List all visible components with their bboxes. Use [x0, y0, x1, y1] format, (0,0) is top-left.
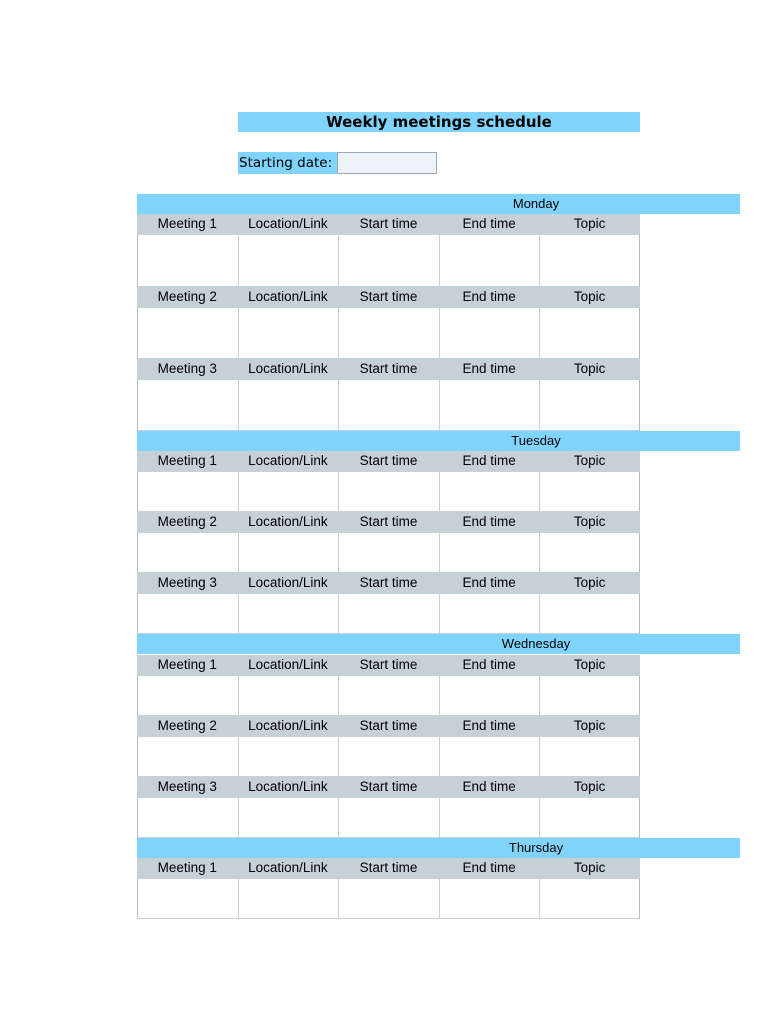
column-end-time: End time: [462, 575, 516, 590]
location-cell[interactable]: [238, 532, 339, 573]
meeting-entry-row: [137, 593, 640, 634]
column-end-time: End time: [462, 361, 516, 376]
meeting-header-row: [137, 655, 640, 675]
meeting-entry-row: [137, 878, 640, 919]
meeting-entry-row: [137, 532, 640, 573]
meeting-header-row: [137, 287, 640, 307]
meeting-cell[interactable]: [137, 471, 238, 512]
location-cell[interactable]: [238, 471, 339, 512]
meeting-entry-row: [137, 797, 640, 838]
location-cell[interactable]: [238, 307, 339, 359]
end-time-cell[interactable]: [439, 379, 540, 431]
column-location-link: Location/Link: [248, 453, 328, 468]
meeting-cell[interactable]: [137, 379, 238, 431]
start-time-cell[interactable]: [338, 307, 439, 359]
topic-cell[interactable]: [539, 593, 640, 634]
meeting-header-row: [137, 512, 640, 532]
column-topic: Topic: [573, 779, 606, 794]
day-name: Wednesday: [501, 636, 571, 651]
topic-cell[interactable]: [539, 379, 640, 431]
column-end-time: End time: [462, 657, 516, 672]
meeting-entry-row: [137, 471, 640, 512]
column-topic: Topic: [573, 289, 606, 304]
column-location-link: Location/Link: [248, 289, 328, 304]
column-location-link: Location/Link: [248, 575, 328, 590]
meeting-label: Meeting 3: [157, 779, 217, 794]
column-end-time: End time: [462, 453, 516, 468]
column-topic: Topic: [573, 361, 606, 376]
topic-cell[interactable]: [539, 471, 640, 512]
start-time-cell[interactable]: [338, 471, 439, 512]
column-location-link: Location/Link: [248, 718, 328, 733]
topic-cell[interactable]: [539, 878, 640, 919]
meeting-cell[interactable]: [137, 736, 238, 777]
meeting-label: Meeting 2: [157, 289, 217, 304]
column-start-time: Start time: [359, 860, 418, 875]
location-cell[interactable]: [238, 736, 339, 777]
meeting-header-row: [137, 451, 640, 471]
day-header-wednesday: [137, 634, 740, 654]
meeting-header-row: [137, 777, 640, 797]
starting-date-row: [238, 152, 437, 174]
day-header-thursday: [137, 838, 740, 858]
location-cell[interactable]: [238, 234, 339, 287]
meeting-header-row: [137, 573, 640, 593]
meeting-header-row: [137, 359, 640, 379]
meeting-label: Meeting 3: [157, 361, 217, 376]
column-location-link: Location/Link: [248, 779, 328, 794]
meeting-cell[interactable]: [137, 593, 238, 634]
start-time-cell[interactable]: [338, 532, 439, 573]
start-time-cell[interactable]: [338, 234, 439, 287]
meeting-cell[interactable]: [137, 532, 238, 573]
column-topic: Topic: [573, 514, 606, 529]
meeting-cell[interactable]: [137, 307, 238, 359]
end-time-cell[interactable]: [439, 797, 540, 838]
column-topic: Topic: [573, 718, 606, 733]
day-name: Monday: [512, 196, 560, 211]
column-start-time: Start time: [359, 289, 418, 304]
location-cell[interactable]: [238, 797, 339, 838]
column-start-time: Start time: [359, 718, 418, 733]
column-topic: Topic: [573, 453, 606, 468]
location-cell[interactable]: [238, 878, 339, 919]
meeting-cell[interactable]: [137, 878, 238, 919]
day-name: Tuesday: [511, 433, 561, 448]
column-start-time: Start time: [359, 453, 418, 468]
meeting-label: Meeting 1: [157, 216, 217, 231]
day-name: Thursday: [508, 840, 564, 855]
end-time-cell[interactable]: [439, 593, 540, 634]
column-start-time: Start time: [359, 216, 418, 231]
start-time-cell[interactable]: [338, 797, 439, 838]
topic-cell[interactable]: [539, 532, 640, 573]
end-time-cell[interactable]: [439, 307, 540, 359]
meeting-label: Meeting 2: [157, 718, 217, 733]
meeting-label: Meeting 3: [157, 575, 217, 590]
meeting-label: Meeting 1: [157, 453, 217, 468]
end-time-cell[interactable]: [439, 471, 540, 512]
start-time-cell[interactable]: [338, 379, 439, 431]
day-header-tuesday: [137, 431, 740, 451]
column-location-link: Location/Link: [248, 216, 328, 231]
column-topic: Topic: [573, 216, 606, 231]
column-location-link: Location/Link: [248, 657, 328, 672]
column-end-time: End time: [462, 779, 516, 794]
start-time-cell[interactable]: [338, 878, 439, 919]
meeting-header-row: [137, 716, 640, 736]
topic-cell[interactable]: [539, 234, 640, 287]
start-time-cell[interactable]: [338, 593, 439, 634]
meeting-entry-row: [137, 234, 640, 287]
day-header-monday: [137, 194, 740, 214]
column-start-time: Start time: [359, 779, 418, 794]
meeting-entry-row: [137, 675, 640, 716]
location-cell[interactable]: [238, 379, 339, 431]
column-end-time: End time: [462, 718, 516, 733]
meeting-header-row: [137, 858, 640, 878]
meeting-label: Meeting 2: [157, 514, 217, 529]
meeting-entry-row: [137, 307, 640, 359]
column-end-time: End time: [462, 216, 516, 231]
meeting-cell[interactable]: [137, 234, 238, 287]
column-location-link: Location/Link: [248, 860, 328, 875]
column-start-time: Start time: [359, 657, 418, 672]
location-cell[interactable]: [238, 593, 339, 634]
column-end-time: End time: [462, 289, 516, 304]
meeting-label: Meeting 1: [157, 860, 217, 875]
column-end-time: End time: [462, 860, 516, 875]
meeting-cell[interactable]: [137, 797, 238, 838]
meeting-entry-row: [137, 736, 640, 777]
column-start-time: Start time: [359, 514, 418, 529]
end-time-cell[interactable]: [439, 675, 540, 716]
meeting-entry-row: [137, 379, 640, 431]
column-end-time: End time: [462, 514, 516, 529]
starting-date-label: Starting date:: [238, 152, 337, 174]
column-start-time: Start time: [359, 361, 418, 376]
page-title: Weekly meetings schedule: [238, 112, 640, 132]
column-start-time: Start time: [359, 575, 418, 590]
meeting-label: Meeting 1: [157, 657, 217, 672]
location-cell[interactable]: [238, 675, 339, 716]
start-time-cell[interactable]: [338, 736, 439, 777]
topic-cell[interactable]: [539, 736, 640, 777]
column-location-link: Location/Link: [248, 514, 328, 529]
end-time-cell[interactable]: [439, 736, 540, 777]
column-location-link: Location/Link: [248, 361, 328, 376]
end-time-cell[interactable]: [439, 878, 540, 919]
column-topic: Topic: [573, 657, 606, 672]
end-time-cell[interactable]: [439, 234, 540, 287]
topic-cell[interactable]: [539, 675, 640, 716]
topic-cell[interactable]: [539, 797, 640, 838]
starting-date-input[interactable]: [337, 152, 437, 174]
end-time-cell[interactable]: [439, 532, 540, 573]
meeting-header-row: [137, 214, 640, 234]
topic-cell[interactable]: [539, 307, 640, 359]
column-topic: Topic: [573, 575, 606, 590]
meeting-cell[interactable]: [137, 675, 238, 716]
column-topic: Topic: [573, 860, 606, 875]
start-time-cell[interactable]: [338, 675, 439, 716]
